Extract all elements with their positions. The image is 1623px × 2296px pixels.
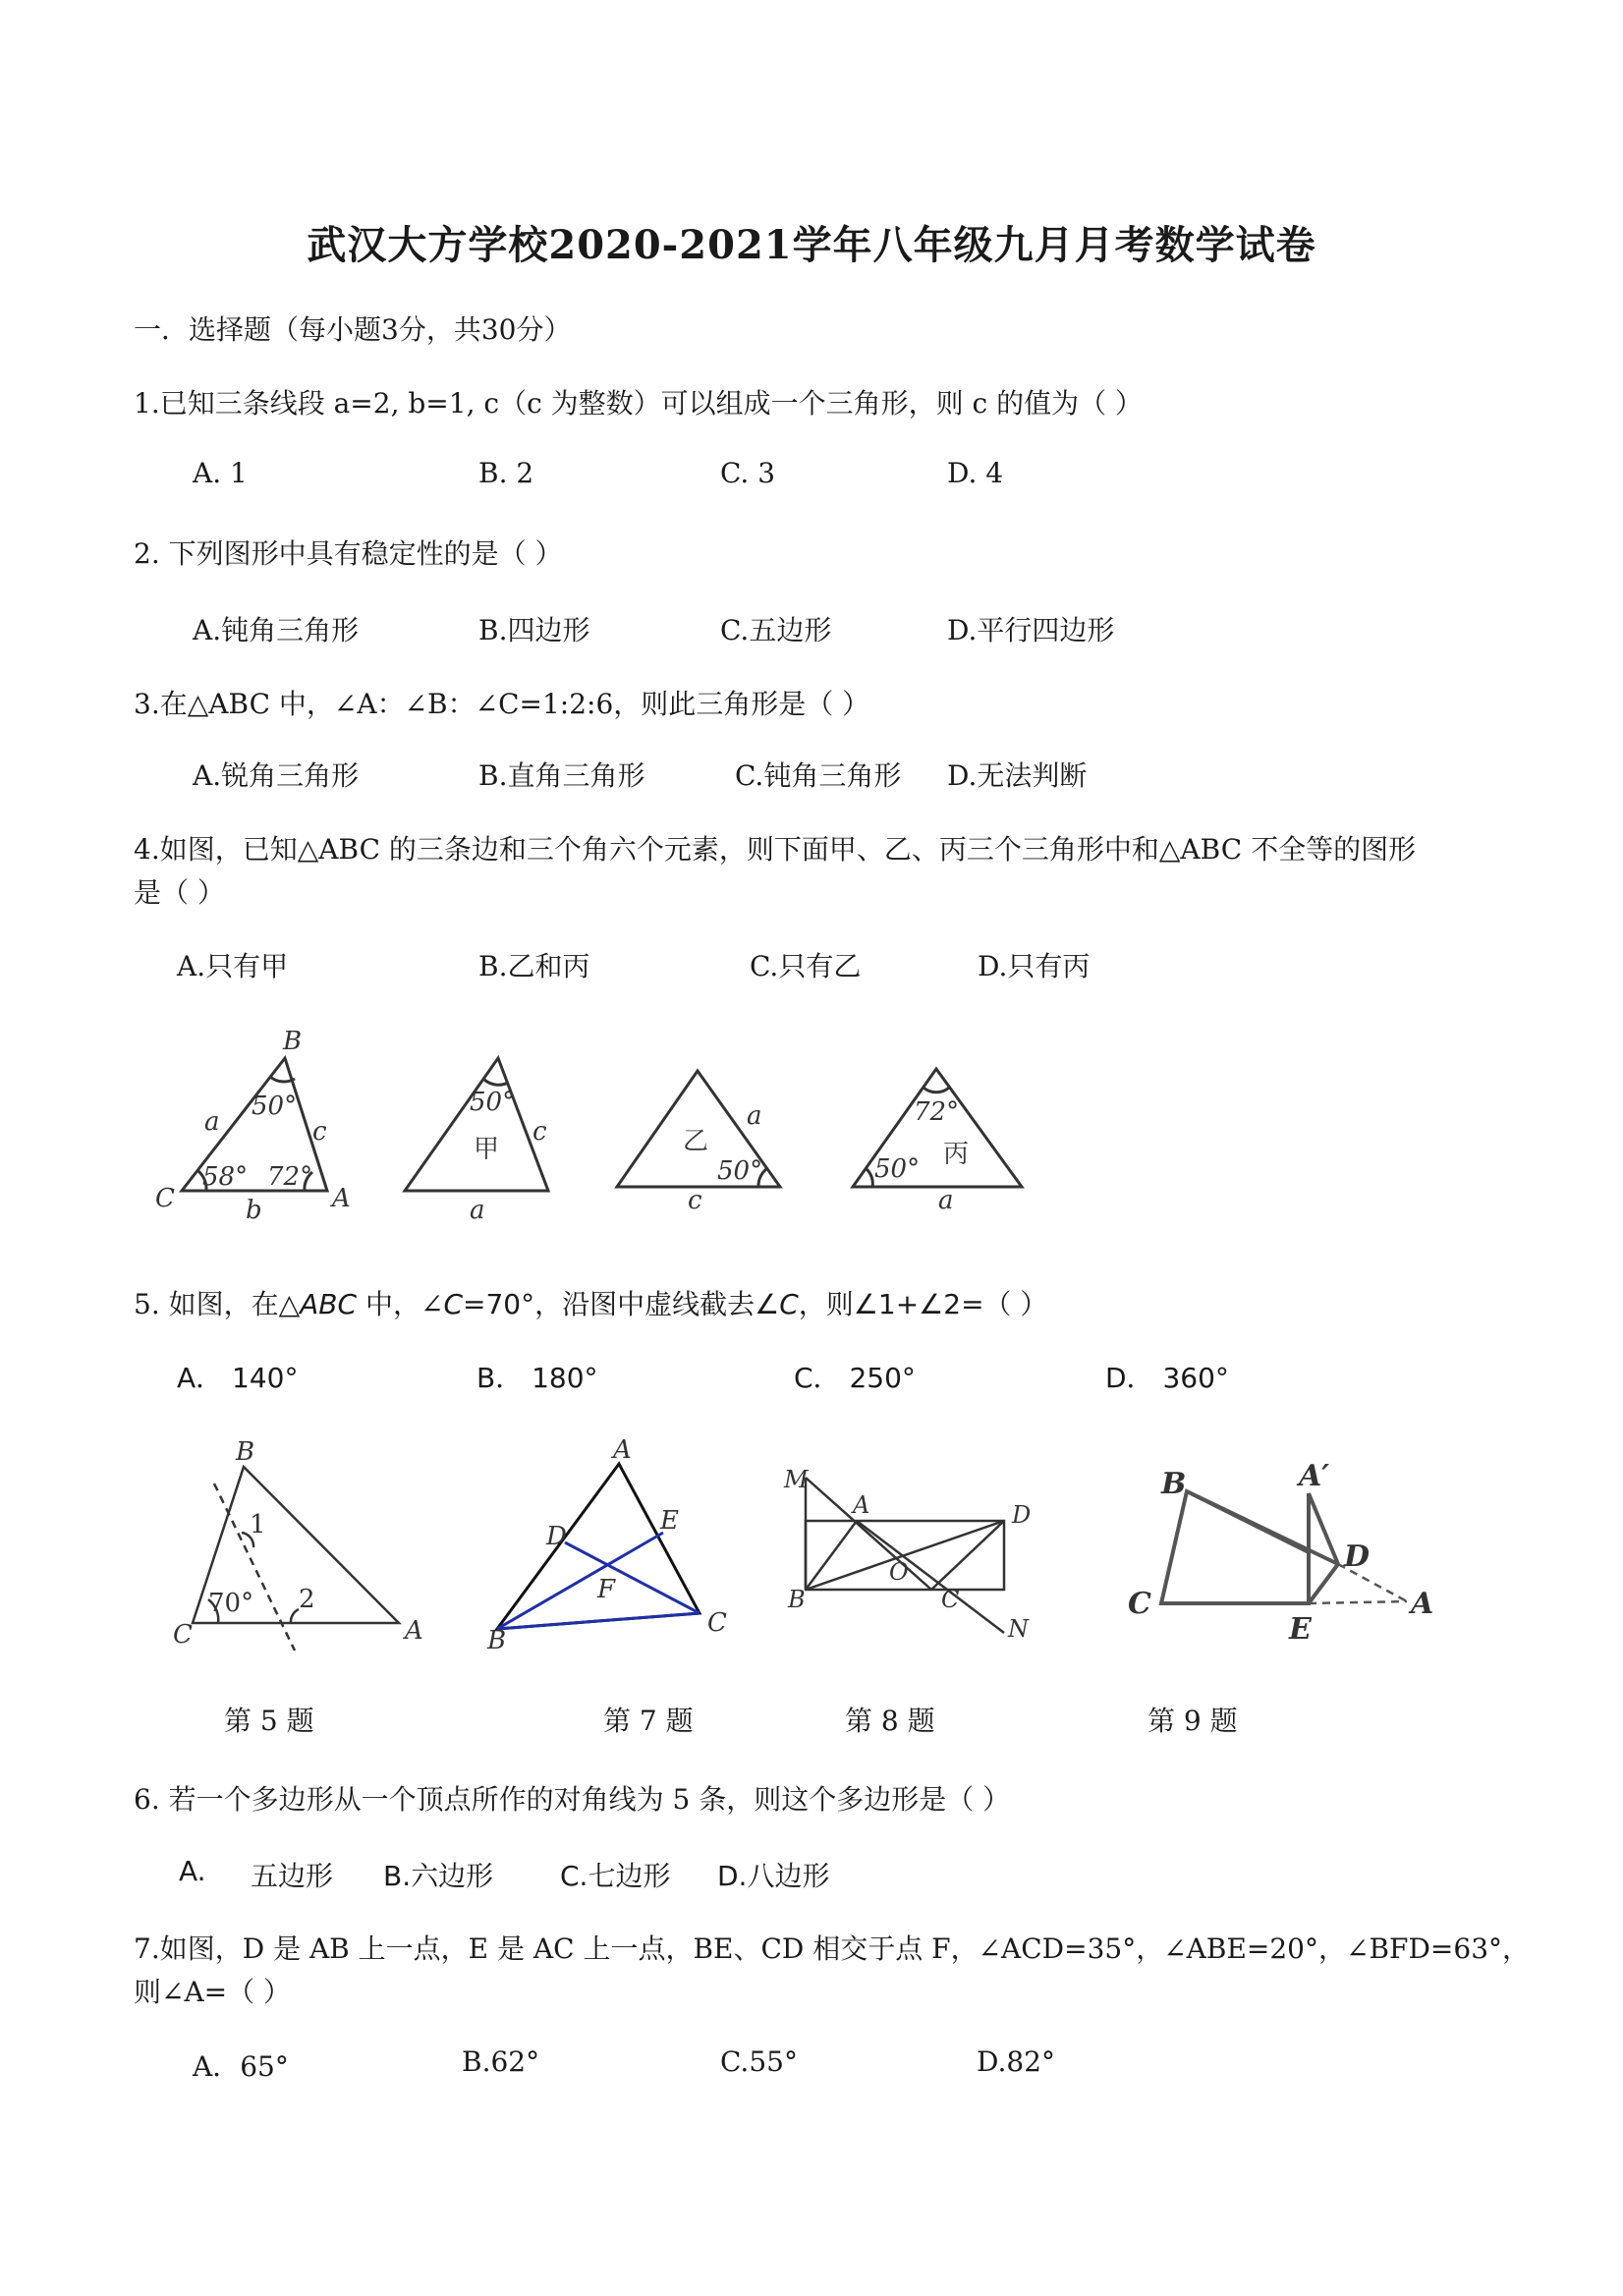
- q5-stem-pre: 5. 如图，在△: [134, 1288, 301, 1320]
- fig9-label-e: E: [1289, 1612, 1312, 1647]
- q5-option-c: C． 250°: [794, 1362, 916, 1394]
- label-c: C: [155, 1184, 175, 1213]
- question-4-stem-line1: 4.如图，已知△ABC 的三条边和三个角六个元素，则下面甲、乙、丙三个三角形中和△ABC 不全等的图形: [134, 833, 1417, 866]
- label-side-c-yi: c: [688, 1186, 702, 1215]
- q3-option-b: B.直角三角形: [478, 759, 645, 792]
- figure-8-labels: [783, 1466, 1031, 1643]
- fig9-label-a: A: [1411, 1587, 1434, 1621]
- fig9-label-c: C: [1128, 1587, 1151, 1621]
- angle-arc-jia: [483, 1079, 508, 1085]
- question-5-stem: [134, 1283, 1047, 1322]
- fig7-label-b: B: [487, 1626, 507, 1655]
- fig7-label-e: E: [660, 1506, 679, 1536]
- q3-option-d: D.无法判断: [947, 759, 1088, 792]
- fig5-label-1: 1: [250, 1510, 266, 1540]
- fig5-angle-70: 70°: [208, 1589, 254, 1618]
- angle-50-bing: 50°: [874, 1154, 921, 1184]
- angle-arc-b: [270, 1077, 295, 1082]
- q4-option-a: A.只有甲: [177, 950, 289, 982]
- q2-option-a: A.钝角三角形: [193, 614, 360, 646]
- figure-9: [1161, 1491, 1407, 1603]
- q6-option-a-text: 五边形: [251, 1860, 334, 1892]
- label-jia: 甲: [474, 1135, 500, 1164]
- label-b: B: [283, 1027, 303, 1056]
- q6-option-d: D.八边形: [717, 1860, 830, 1892]
- q1-option-c: C. 3: [720, 457, 776, 489]
- label-bing: 丙: [943, 1140, 970, 1169]
- label-side-c-jia: c: [532, 1117, 547, 1147]
- q7-option-b: B.62°: [462, 2045, 540, 2078]
- label-side-b: b: [246, 1196, 262, 1225]
- label-yi: 乙: [683, 1127, 709, 1156]
- fig8-label-m: M: [784, 1466, 809, 1493]
- fig8-label-a: A: [853, 1491, 870, 1519]
- angle-arc-bing-left: [867, 1169, 872, 1187]
- question-7-stem-line1: 7.如图，D 是 AB 上一点，E 是 AC 上一点，BE、CD 相交于点 F，∠ACD=35°，∠ABE=20°，∠BFD=63°，: [134, 1932, 1531, 1965]
- q7-option-a: A．65°: [193, 2050, 289, 2083]
- figure-5-labels: [173, 1437, 423, 1650]
- fig5-label-2: 2: [299, 1585, 315, 1614]
- angle-50-abc: 50°: [252, 1092, 298, 1121]
- fig8-label-n: N: [1008, 1615, 1029, 1643]
- angle-arc-a: [305, 1172, 312, 1191]
- question-3-stem: 3.在△ABC 中，∠A：∠B：∠C=1:2:6，则此三角形是（ ）: [134, 688, 870, 720]
- question-1-stem: 1.已知三条线段 a=2, b=1, c（c 为整数）可以组成一个三角形，则 c 的值为（ ）: [134, 387, 1144, 420]
- q2-option-d: D.平行四边形: [947, 614, 1115, 646]
- q7-option-d: D.82°: [977, 2045, 1055, 2078]
- q4-option-c: C.只有乙: [750, 950, 862, 982]
- fig8-label-c: C: [941, 1586, 960, 1613]
- q1-option-b: B. 2: [478, 457, 534, 489]
- fig8-label-b: B: [788, 1586, 806, 1613]
- q5-option-a: A． 140°: [177, 1362, 299, 1394]
- question-7-stem-line2: 则∠A=（ ）: [134, 1976, 292, 2008]
- angle-arc-bing-top: [923, 1088, 949, 1092]
- triangle-bing: [853, 1069, 1022, 1187]
- fig5-label-b: B: [236, 1437, 255, 1467]
- q5-stem-abc: ABC: [300, 1288, 358, 1320]
- figure-7: [497, 1464, 700, 1629]
- angle-58: 58°: [202, 1162, 249, 1192]
- q7-option-c: C.55°: [720, 2045, 798, 2078]
- question-2-stem: 2. 下列图形中具有稳定性的是（ ）: [134, 537, 563, 570]
- label-side-a-bing: a: [938, 1186, 954, 1215]
- angle-arc-yi: [758, 1169, 766, 1187]
- q1-option-d: D. 4: [947, 457, 1004, 489]
- angle-72: 72°: [267, 1162, 313, 1192]
- q5-option-d: D． 360°: [1105, 1362, 1229, 1394]
- q2-option-c: C.五边形: [720, 614, 832, 646]
- q6-option-c: C.七边形: [560, 1860, 671, 1892]
- question-4-stem-line2: 是（ ）: [134, 876, 225, 909]
- figure-9-labels: [1128, 1459, 1433, 1647]
- q4-option-b: B.乙和丙: [478, 950, 590, 982]
- angle-50-jia: 50°: [470, 1088, 516, 1117]
- q5-stem-mid2: =70°，沿图中虚线截去∠: [463, 1288, 780, 1320]
- triangle-yi: [617, 1071, 780, 1187]
- label-side-c: c: [312, 1117, 327, 1147]
- figure-7-labels: [486, 1435, 727, 1655]
- fig8-label-o: O: [889, 1558, 909, 1586]
- fig5-label-a: A: [405, 1616, 423, 1646]
- figure-8: [806, 1478, 1004, 1633]
- fig7-label-a: A: [613, 1435, 632, 1465]
- fig5-label-c: C: [173, 1620, 193, 1650]
- triangle-abc: [182, 1058, 327, 1191]
- label-side-a-yi: a: [747, 1101, 762, 1131]
- q6-option-a: A.: [179, 1855, 206, 1887]
- q6-option-b: B.六边形: [383, 1860, 494, 1892]
- section-heading: 一．选择题（每小题3分，共30分）: [134, 313, 572, 346]
- figure-5: [193, 1467, 399, 1651]
- caption-fig9: 第 9 题: [1147, 1705, 1238, 1737]
- q5-option-b: B． 180°: [476, 1362, 598, 1394]
- fig9-label-d: D: [1344, 1540, 1371, 1574]
- caption-fig5: 第 5 题: [224, 1705, 314, 1737]
- q5-stem-c: C: [443, 1288, 464, 1320]
- fig9-label-b: B: [1161, 1467, 1187, 1501]
- angle-arc-c: [198, 1171, 206, 1191]
- triangle-jia: [405, 1058, 548, 1191]
- caption-fig8: 第 8 题: [845, 1705, 935, 1737]
- fig9-label-a-prime: A′: [1299, 1459, 1330, 1493]
- fig8-label-d: D: [1012, 1501, 1032, 1529]
- q3-option-a: A.锐角三角形: [193, 759, 360, 792]
- angle-50-yi: 50°: [717, 1156, 763, 1186]
- q1-option-a: A. 1: [193, 457, 248, 489]
- label-a: A: [332, 1184, 351, 1213]
- label-side-a-jia: a: [470, 1196, 485, 1225]
- q4-option-d: D.只有丙: [978, 950, 1091, 982]
- angle-72-bing: 72°: [914, 1097, 960, 1127]
- q2-option-b: B.四边形: [478, 614, 590, 646]
- fig7-label-d: D: [546, 1522, 567, 1551]
- fig7-label-f: F: [597, 1575, 616, 1604]
- label-side-a: a: [204, 1107, 220, 1137]
- q5-stem-c2: C: [779, 1288, 799, 1320]
- question-6-stem: 6. 若一个多边形从一个顶点所作的对角线为 5 条，则这个多边形是（ ）: [134, 1783, 1011, 1816]
- q3-option-c: C.钝角三角形: [735, 759, 902, 792]
- caption-fig7: 第 7 题: [603, 1705, 694, 1737]
- q5-stem-mid: 中，∠: [357, 1288, 444, 1320]
- q5-stem-end: ，则∠1+∠2=（ ）: [798, 1288, 1048, 1320]
- page-title: 武汉大方学校2020-2021学年八年级九月月考数学试卷: [307, 222, 1316, 268]
- fig7-label-c: C: [707, 1608, 727, 1638]
